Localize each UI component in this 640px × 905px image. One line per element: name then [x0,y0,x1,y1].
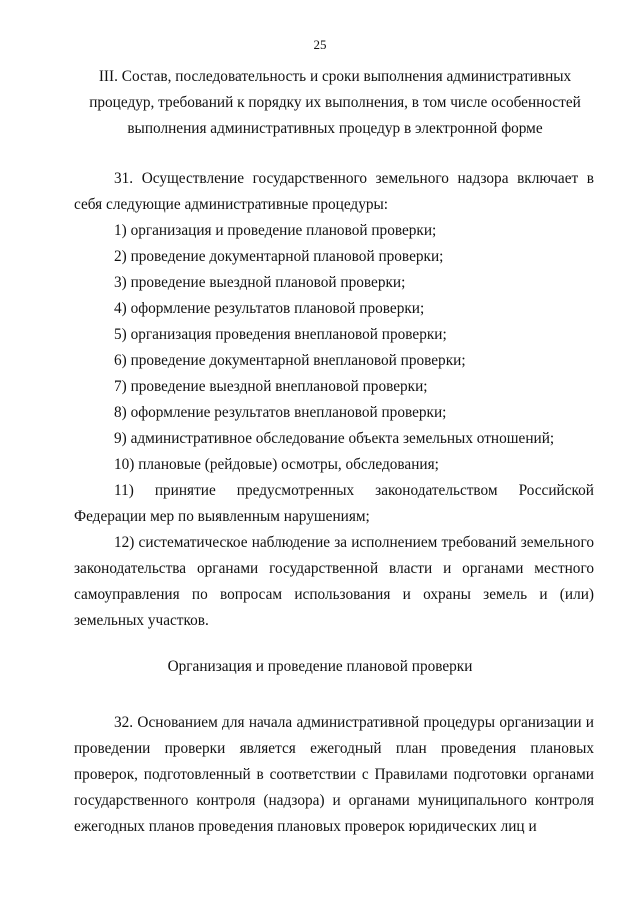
page-number: 25 [313,37,327,52]
list-item-9: 9) административное обследование объекта земельных отношений; [114,430,555,447]
list-item-10: 10) плановые (рейдовые) осмотры, обследования; [114,456,439,473]
paragraph-32: 32. Основанием для начала административной процедуры организации и проведении проверки является ежегодный план проведения плановых проверок, подготовленный в соответствии с Правилами подготовки органами государственного контроля (надзора) и органами муниципального контроля ежегодных планов проведения плановых проверок юридических лиц и [74,714,594,835]
list-item-3: 3) проведение выездной плановой проверки; [114,274,406,291]
section-title-line: III. Состав, последовательность и сроки выполнения административных [98,68,572,85]
section-title-line: процедур, требований к порядку их выполнения, в том числе особенностей [89,94,581,111]
list-item-8: 8) оформление результатов внеплановой проверки; [114,404,447,421]
section-title-line: выполнения административных процедур в электронной форме [127,120,543,137]
list-item-5: 5) организация проведения внеплановой проверки; [114,326,447,343]
subsection-heading: Организация и проведение плановой проверки [167,658,473,675]
list-item-7: 7) проведение выездной внеплановой проверки; [114,378,428,395]
list-item-11-line-1: 11) принятие предусмотренных законодательством Российской [114,482,594,499]
list-item-12: 12) систематическое наблюдение за исполнением требований земельного законодательства органами государственной власти и органами местного самоуправления по вопросам использования и охраны земель и (или) земельных участков. [74,534,594,629]
list-item-1: 1) организация и проведение плановой проверки; [114,222,437,239]
paragraph-31-intro: 31. Осуществление государственного земельного надзора включает в себя следующие административные процедуры: [74,170,594,213]
list-item-11-continuation: Федерации мер по выявленным нарушениям; [74,508,370,525]
section-title [70,64,600,142]
list-item-11 [114,478,594,504]
list-item-6: 6) проведение документарной внеплановой проверки; [114,352,466,369]
list-item-4: 4) оформление результатов плановой проверки; [114,300,425,317]
list-item-2: 2) проведение документарной плановой проверки; [114,248,444,265]
